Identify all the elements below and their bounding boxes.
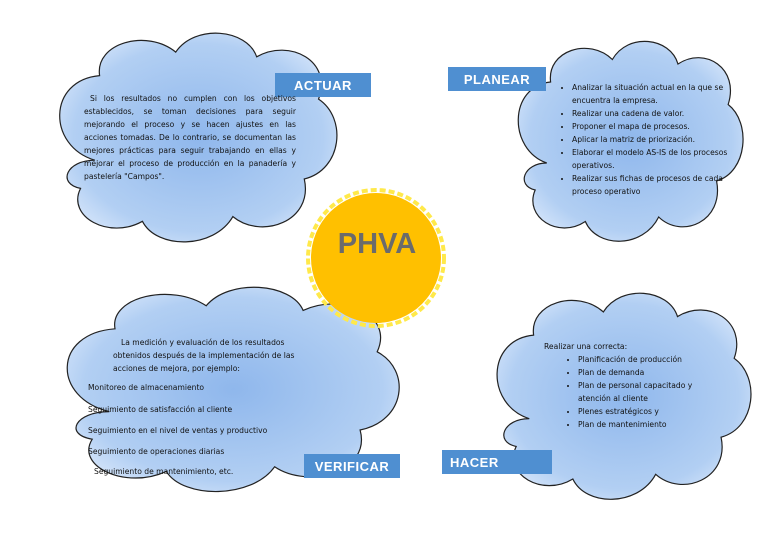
hacer-item: • Plan de personal capacitado y atención al cliente [578, 379, 712, 405]
verificar-item: Seguimiento de mantenimiento, etc. [94, 467, 234, 476]
label-actuar: ACTUAR [275, 73, 371, 97]
actuar-text: Si los resultados no cumplen con los objetivos establecidos, se toman decisiones para seguir mejorando el proceso y se hacen ajustes en las acciones tomadas. De lo contrario, se documentan las mejores prácticas para seguir trabajando en ellas y mejorar el proceso de producción en la panadería y pastelería "Campos". [84, 94, 296, 181]
hacer-list [562, 353, 712, 431]
planear-item: • Realizar sus fichas de procesos de cada proceso operativo [572, 172, 736, 198]
hacer-intro: Realizar una correcta: [544, 342, 628, 351]
planear-item: • Realizar una cadena de valor. [572, 107, 736, 120]
hacer-item: • Plan de demanda [578, 366, 712, 379]
planear-item: • Elaborar el modelo AS-IS de los procesos operativos. [572, 146, 736, 172]
label-planear: PLANEAR [448, 67, 546, 91]
hacer-item: • Planificación de producción [578, 353, 712, 366]
verificar-item: Seguimiento de operaciones diarias [88, 447, 225, 456]
label-hacer: HACER [442, 450, 552, 474]
center-title: PHVA [337, 228, 417, 260]
planear-list [556, 81, 736, 198]
verificar-item: Seguimiento en el nivel de ventas y productivo [88, 426, 268, 435]
planear-item: • Aplicar la matriz de priorización. [572, 133, 736, 146]
verificar-item: Seguimiento de satisfacción al cliente [88, 405, 233, 414]
verificar-intro: La medición y evaluación de los resultados obtenidos después de la implementación de las acciones de mejora, por ejemplo: [113, 338, 295, 373]
verificar-item: Monitoreo de almacenamiento [88, 383, 205, 392]
planear-item: • Analizar la situación actual en la que se encuentra la empresa. [572, 81, 736, 107]
label-verificar: VERIFICAR [304, 454, 400, 478]
hacer-item: • Plenes estratégicos y [578, 405, 712, 418]
planear-item: • Proponer el mapa de procesos. [572, 120, 736, 133]
hacer-item: • Plan de mantenimiento [578, 418, 712, 431]
